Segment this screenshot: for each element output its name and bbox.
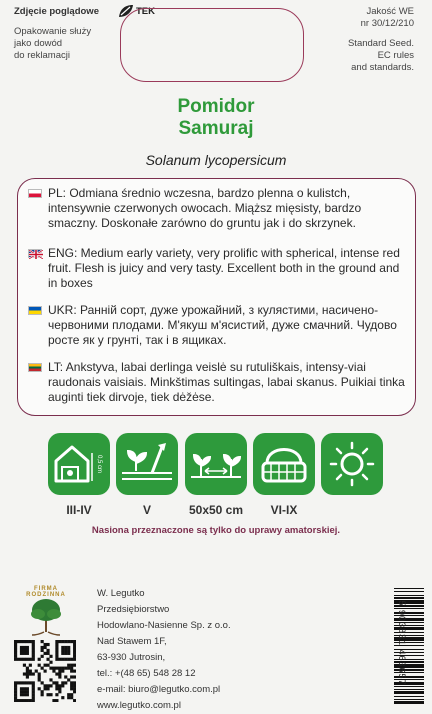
qr-module	[20, 687, 23, 690]
address-line: Hodowlano-Nasienne Sp. z o.o.	[97, 620, 231, 631]
qr-module	[26, 699, 29, 702]
product-name-line2: Samuraj	[178, 118, 254, 139]
qr-module	[46, 684, 49, 687]
qr-module	[61, 649, 64, 652]
address-line: W. Legutko	[97, 588, 145, 599]
amateur-use-note: Nasiona przeznaczone są tylko do uprawy amatorskiej.	[91, 525, 341, 536]
qr-module	[29, 640, 32, 643]
qr-module	[38, 678, 41, 681]
qr-module	[73, 687, 76, 690]
qr-module	[41, 667, 44, 670]
complaint-note-line: do reklamacji	[14, 50, 70, 61]
qr-module	[20, 693, 23, 696]
qr-module	[64, 646, 67, 649]
qr-module	[55, 649, 58, 652]
barcode-number: 5 903831 463657	[397, 600, 407, 686]
qr-module	[70, 696, 73, 699]
qr-module	[44, 664, 47, 667]
qr-module	[17, 681, 20, 684]
qr-module	[26, 681, 29, 684]
qr-module	[61, 646, 64, 649]
qr-module	[49, 693, 52, 696]
qr-module	[44, 646, 47, 649]
qr-module	[14, 687, 17, 690]
greenhouse-sowing-icon	[48, 433, 110, 495]
address-line: tel.: +(48 65) 548 28 12	[97, 668, 196, 679]
qr-module	[17, 640, 20, 643]
address-line: Przedsiębiorstwo	[97, 604, 170, 615]
qr-module	[52, 667, 55, 670]
qr-module	[49, 667, 52, 670]
qr-module	[73, 643, 76, 646]
standard-note-line: and standards.	[351, 62, 414, 73]
qr-module	[46, 652, 49, 655]
qr-module	[38, 658, 41, 661]
sowing-period-label: III-IV	[66, 503, 92, 517]
harvest-period-label: VI-IX	[270, 503, 298, 517]
qr-module	[26, 675, 29, 678]
standard-note-line: EC rules	[377, 50, 414, 61]
qr-module	[46, 643, 49, 646]
qr-module	[26, 693, 29, 696]
qr-module	[32, 699, 35, 702]
qr-module	[29, 672, 32, 675]
qr-module	[32, 687, 35, 690]
qr-module	[32, 652, 35, 655]
qr-module	[55, 646, 58, 649]
qr-module	[73, 655, 76, 658]
qr-module	[14, 640, 17, 643]
qr-module	[14, 649, 17, 652]
qr-module	[58, 667, 61, 670]
qr-module	[32, 681, 35, 684]
qr-module	[67, 640, 70, 643]
sun-icon	[321, 433, 383, 495]
qr-module	[55, 652, 58, 655]
qr-module	[55, 658, 58, 661]
standard-note	[348, 38, 414, 74]
qr-module	[26, 672, 29, 675]
qr-module	[55, 687, 58, 690]
qr-module	[55, 684, 58, 687]
qr-module	[29, 670, 32, 673]
qr-module	[14, 646, 17, 649]
qr-module	[73, 681, 76, 684]
description-pl	[28, 186, 405, 231]
photo-notice: Zdjęcie poglądowe	[14, 6, 99, 17]
qr-module	[67, 667, 70, 670]
qr-module	[29, 664, 32, 667]
qr-module	[61, 658, 64, 661]
qr-module	[32, 696, 35, 699]
qr-module	[55, 681, 58, 684]
qr-module	[14, 658, 17, 661]
qr-module	[58, 690, 61, 693]
qr-module	[67, 646, 70, 649]
qr-module	[41, 655, 44, 658]
qr-module	[64, 640, 67, 643]
qr-module	[14, 699, 17, 702]
qr-module	[23, 649, 26, 652]
qr-module	[49, 678, 52, 681]
description-eng	[28, 246, 405, 291]
qr-module	[61, 667, 64, 670]
qr-module	[64, 667, 67, 670]
qr-module	[46, 687, 49, 690]
qr-module	[26, 640, 29, 643]
qr-module	[38, 687, 41, 690]
qr-module	[38, 672, 41, 675]
lithuania-flag-icon	[28, 363, 42, 372]
qr-module	[26, 658, 29, 661]
qr-module	[20, 649, 23, 652]
qr-module	[49, 655, 52, 658]
quality-title: Jakość WE	[366, 6, 414, 17]
logo-text: FIRMA RODZINNA	[26, 586, 66, 598]
qr-module	[44, 643, 47, 646]
qr-module	[64, 649, 67, 652]
quality-label	[361, 6, 414, 30]
qr-module	[67, 693, 70, 696]
qr-module	[29, 699, 32, 702]
qr-module	[64, 681, 67, 684]
qr-module	[44, 687, 47, 690]
qr-module	[73, 652, 76, 655]
qr-module	[32, 646, 35, 649]
qr-module	[58, 640, 61, 643]
qr-module	[38, 675, 41, 678]
qr-module	[20, 646, 23, 649]
description-text: UKR: Ранній сорт, дуже урожайний, з кулястими, насичено-червоними плодами. М'якуш м'ясистий, дуже смачний. Чудово росте як у грунті, так і в ящиках.	[48, 303, 397, 347]
qr-module	[52, 670, 55, 673]
harvest-basket-icon	[253, 433, 315, 495]
qr-module	[61, 652, 64, 655]
qr-module	[26, 667, 29, 670]
planting-period-label: V	[142, 503, 151, 517]
qr-module	[73, 670, 76, 673]
uk-flag-icon	[28, 249, 42, 258]
qr-module	[49, 661, 52, 664]
qr-module	[14, 690, 17, 693]
qr-module	[67, 652, 70, 655]
qr-module	[55, 667, 58, 670]
qr-module	[58, 670, 61, 673]
qr-module	[73, 675, 76, 678]
description-text: LT: Ankstyva, labai derlinga veislė su rutuliškais, intensy-viai raudonais vaisiais. Minkštimas sultingas, labai skanus. Puikiai tinka auginti tiek dirvoje, tiek dėžėse.	[48, 360, 405, 404]
qr-module	[14, 643, 17, 646]
qr-module	[70, 640, 73, 643]
poland-flag-icon	[28, 189, 42, 198]
qr-module	[67, 649, 70, 652]
qr-module	[32, 640, 35, 643]
qr-module	[44, 670, 47, 673]
qr-module	[61, 670, 64, 673]
description-lt	[28, 360, 405, 405]
qr-module	[32, 690, 35, 693]
qr-module	[58, 658, 61, 661]
qr-module	[55, 693, 58, 696]
qr-module	[55, 640, 58, 643]
qr-module	[35, 670, 38, 673]
qr-module	[14, 696, 17, 699]
qr-module	[23, 699, 26, 702]
latin-name: Solanum lycopersicum	[145, 152, 287, 168]
qr-module	[23, 687, 26, 690]
qr-module	[32, 658, 35, 661]
spacing-icon	[185, 433, 247, 495]
qr-module	[32, 693, 35, 696]
company-address	[97, 586, 231, 714]
qr-module	[70, 684, 73, 687]
qr-module	[58, 672, 61, 675]
qr-module	[17, 699, 20, 702]
qr-module	[64, 658, 67, 661]
qr-module	[26, 670, 29, 673]
hang-hole-outline	[120, 8, 304, 82]
qr-module	[55, 699, 58, 702]
qr-module	[26, 687, 29, 690]
qr-module	[73, 690, 76, 693]
qr-module	[32, 684, 35, 687]
qr-module	[46, 693, 49, 696]
qr-module	[26, 649, 29, 652]
qr-module	[29, 681, 32, 684]
spacing-label: 50x50 cm	[188, 503, 244, 517]
qr-module	[70, 675, 73, 678]
qr-module	[67, 696, 70, 699]
qr-module	[26, 646, 29, 649]
qr-module	[41, 649, 44, 652]
qr-module	[61, 681, 64, 684]
barcode	[384, 586, 424, 704]
qr-module	[26, 652, 29, 655]
qr-module	[20, 658, 23, 661]
qr-module	[73, 684, 76, 687]
qr-module	[41, 640, 44, 643]
address-line: www.legutko.com.pl	[97, 700, 181, 711]
complaint-note-line: Opakowanie służy	[14, 26, 92, 37]
qr-module	[23, 672, 26, 675]
qr-module	[14, 693, 17, 696]
qr-module	[23, 693, 26, 696]
tek-label: TEK	[136, 6, 155, 17]
qr-module	[14, 684, 17, 687]
qr-module	[70, 658, 73, 661]
qr-module	[73, 664, 76, 667]
qr-module	[70, 667, 73, 670]
qr-module	[52, 699, 55, 702]
qr-module	[32, 672, 35, 675]
description-ukr	[28, 303, 405, 348]
qr-module	[32, 643, 35, 646]
qr-module	[73, 640, 76, 643]
qr-module	[70, 664, 73, 667]
qr-module	[58, 675, 61, 678]
qr-module	[44, 652, 47, 655]
qr-module	[23, 646, 26, 649]
description-text: ENG: Medium early variety, very prolific with spherical, intense red fruit. Flesh is juicy and very tasty. Excellent both in the ground and in boxes	[48, 246, 400, 290]
qr-module	[64, 652, 67, 655]
quality-number: nr 30/12/210	[360, 18, 414, 29]
qr-module	[67, 678, 70, 681]
qr-module	[20, 699, 23, 702]
ukraine-flag-icon	[28, 306, 42, 315]
qr-module	[29, 658, 32, 661]
qr-module	[70, 681, 73, 684]
qr-module	[20, 652, 23, 655]
qr-module	[41, 681, 44, 684]
qr-module	[23, 681, 26, 684]
product-name-line1: Pomidor	[177, 96, 255, 117]
qr-module	[41, 690, 44, 693]
qr-module	[23, 640, 26, 643]
address-line: Nad Stawem 1F,	[97, 636, 167, 647]
qr-module	[41, 693, 44, 696]
qr-module	[17, 658, 20, 661]
qr-module	[67, 658, 70, 661]
qr-module	[73, 658, 76, 661]
qr-module	[58, 687, 61, 690]
qr-module	[55, 655, 58, 658]
address-line: 63-930 Jutrosin,	[97, 652, 166, 663]
qr-module	[55, 672, 58, 675]
qr-module	[55, 643, 58, 646]
qr-module	[67, 664, 70, 667]
qr-module	[44, 684, 47, 687]
qr-module	[70, 687, 73, 690]
qr-module	[14, 655, 17, 658]
qr-module	[20, 690, 23, 693]
qr-module	[73, 699, 76, 702]
qr-module	[23, 664, 26, 667]
qr-module	[23, 652, 26, 655]
qr-module	[46, 658, 49, 661]
qr-module	[61, 684, 64, 687]
qr-module	[23, 690, 26, 693]
qr-code	[14, 640, 76, 702]
qr-module	[20, 640, 23, 643]
qr-module	[46, 649, 49, 652]
qr-module	[61, 640, 64, 643]
qr-module	[26, 690, 29, 693]
standard-note-line: Standard Seed.	[347, 38, 414, 49]
qr-module	[61, 696, 64, 699]
sowing-depth-label: 0,5 cm	[96, 455, 102, 474]
qr-module	[70, 693, 73, 696]
address-line: e-mail: biuro@legutko.com.pl	[97, 684, 221, 695]
qr-module	[52, 681, 55, 684]
description-text: PL: Odmiana średnio wczesna, bardzo plenna o kulistch, intensywnie czerwonych owocach. Miąższ mięsisty, bardzo smaczny. Doskonałe zarówno do gruntu jak i do skrzynek.	[48, 186, 362, 230]
planting-shovel-icon	[116, 433, 178, 495]
qr-module	[41, 646, 44, 649]
qr-module	[32, 649, 35, 652]
description-box	[17, 178, 416, 416]
complaint-note-line: jako dowód	[14, 38, 63, 49]
qr-module	[46, 664, 49, 667]
qr-module	[73, 649, 76, 652]
qr-module	[23, 658, 26, 661]
qr-module	[73, 646, 76, 649]
qr-module	[32, 655, 35, 658]
qr-module	[64, 675, 67, 678]
qr-module	[20, 681, 23, 684]
qr-module	[49, 684, 52, 687]
qr-module	[38, 664, 41, 667]
complaint-note	[14, 26, 91, 62]
qr-module	[14, 652, 17, 655]
qr-module	[70, 670, 73, 673]
qr-module	[14, 681, 17, 684]
qr-module	[58, 684, 61, 687]
family-company-logo	[14, 588, 78, 638]
